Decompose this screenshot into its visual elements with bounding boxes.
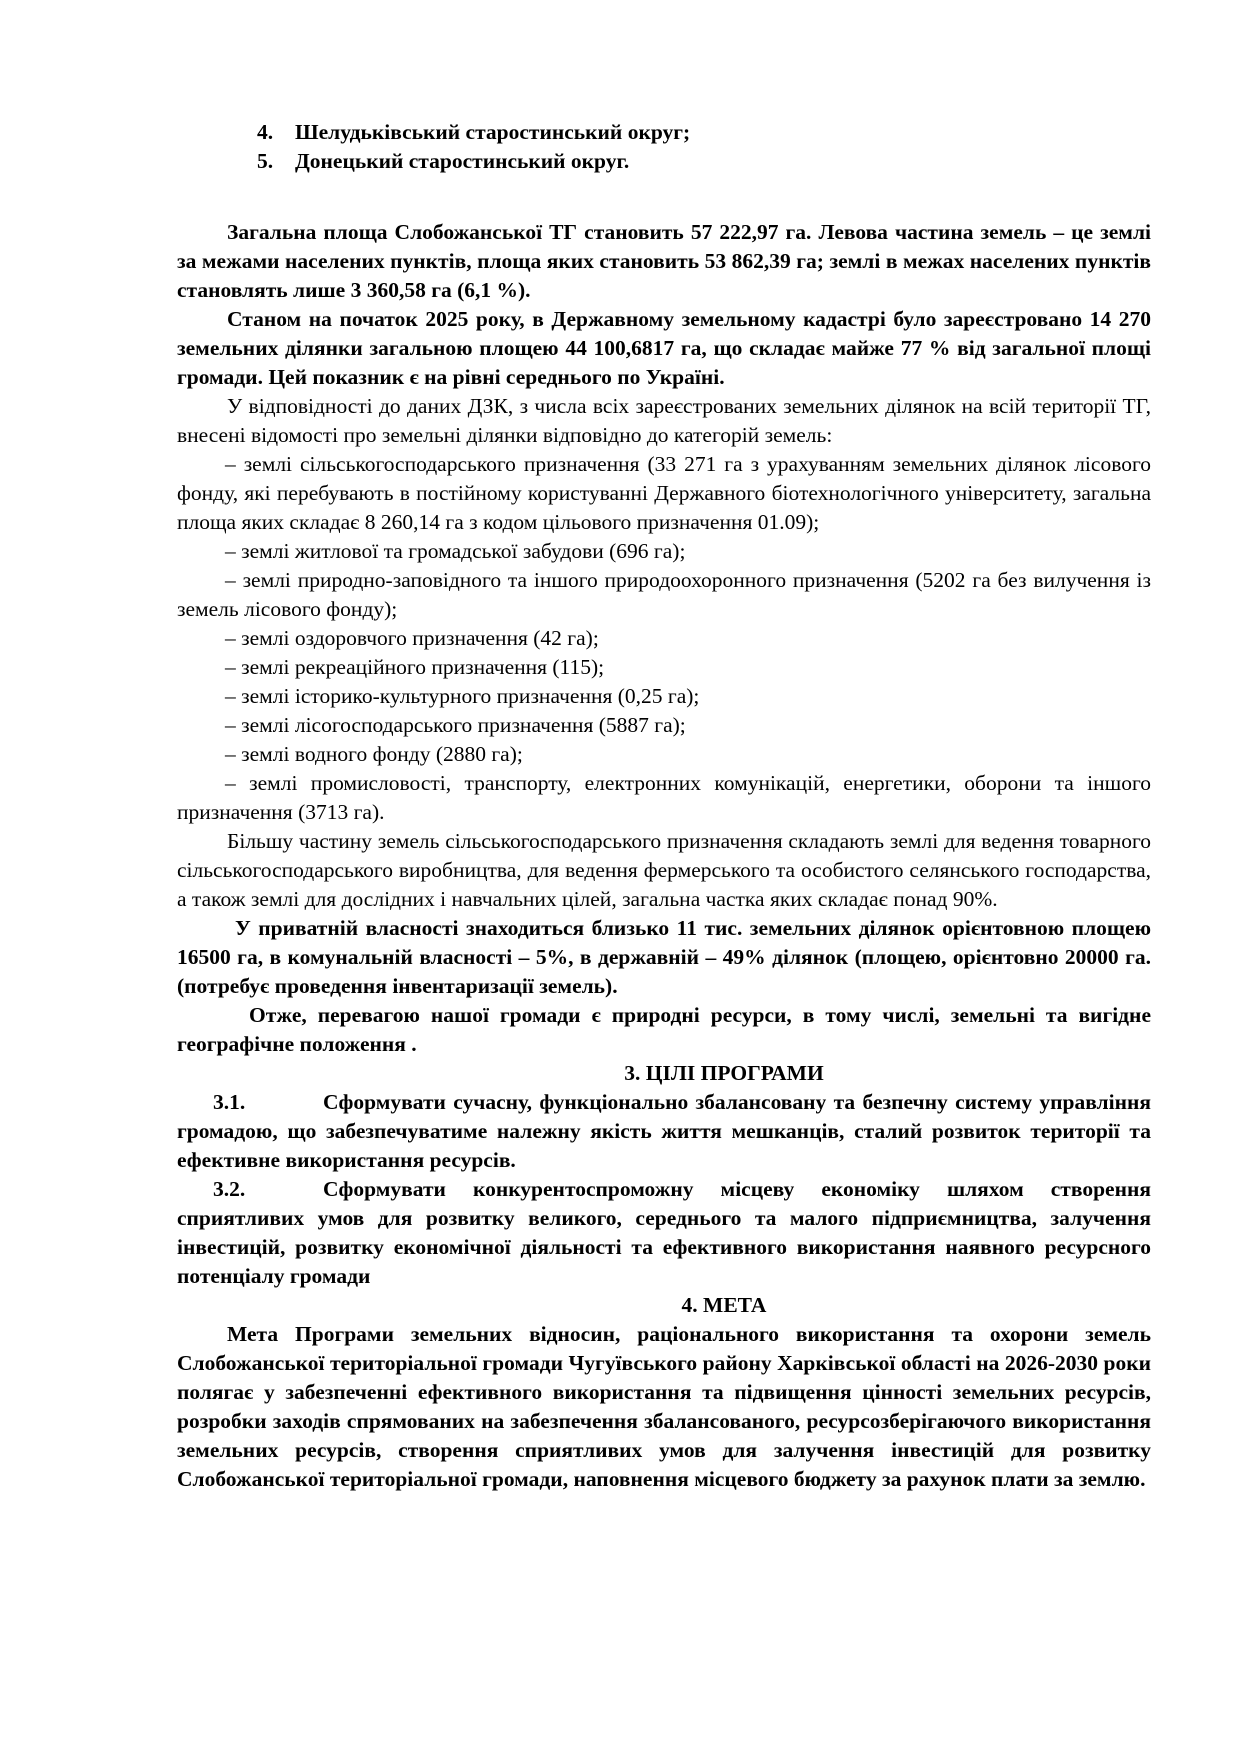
list-number: 4.: [257, 120, 274, 144]
list-item: – землі промисловості, транспорту, електронних комунікацій, енергетики, оборони та іншого призначення (3713 га).: [177, 771, 1151, 824]
document-page: [177, 118, 1151, 1494]
section-heading-goals: 3. ЦІЛІ ПРОГРАМИ: [624, 1061, 824, 1085]
district-list: [177, 118, 1151, 176]
list-item: [177, 118, 1151, 147]
paragraph-dzk-intro: У відповідності до даних ДЗК, з числа всіх зареєстрованих земельних ділянок на всій території ТГ, внесені відомості про земельні ділянки відповідно до категорій земель:: [177, 394, 1151, 447]
list-item: – землі водного фонду (2880 га);: [225, 742, 523, 766]
goal-text: Сформувати конкурентоспроможну місцеву економіку шляхом створення сприятливих умов для розвитку великого, середнього та малого підприємництва, залучення інвестицій, розвитку економічної діяльності та ефективного використання наявного ресурсного потенціалу громади: [177, 1177, 1151, 1288]
goal-text: Сформувати сучасну, функціонально збалансовану та безпечну систему управління громадою, що забезпечуватиме належну якість життя мешканців, сталий розвиток території та ефективне використання ресурсів.: [177, 1090, 1151, 1172]
paragraph-cadastre: Станом на початок 2025 року, в Державному земельному кадастрі було зареєстровано 14 270 земельних ділянки загальною площею 44 100,6817 га, що складає майже 77 % від загальної площі громади. Цей показник є на рівні середнього по Україні.: [177, 307, 1151, 389]
goal-number: 3.1.: [213, 1090, 246, 1114]
list-item: – землі сільськогосподарського призначення (33 271 га з урахуванням земельних ділянок лісового фонду, які перебувають в постійному користуванні Державного біотехнологічного університету, загальна площа яких складає 8 260,14 га з кодом цільового призначення 01.09);: [177, 452, 1151, 534]
list-item: – землі оздоровчого призначення (42 га);: [225, 626, 599, 650]
paragraph-total-area: Загальна площа Слобожанської ТГ становить 57 222,97 га. Левова частина земель – це землі за межами населених пунктів, площа яких становить 53 862,39 га; землі в межах населених пунктів становлять лише 3 360,58 га (6,1 %).: [177, 220, 1151, 302]
list-item: [177, 147, 1151, 176]
list-item: – землі природно-заповідного та іншого природоохоронного призначення (5202 га без вилучення із земель лісового фонду);: [177, 568, 1151, 621]
paragraph-ownership: У приватній власності знаходиться близько 11 тис. земельних ділянок орієнтовною площею 16500 га, в комунальній власності – 5%, в державній – 49% ділянок (площею, орієнтовно 20000 га. (потребує проведення інвентаризації земель).: [177, 916, 1151, 998]
spacer: [177, 176, 1151, 218]
list-number: 5.: [257, 149, 274, 173]
paragraph-purpose: Мета Програми земельних відносин, раціонального використання та охорони земель Слобожанської територіальної громади Чугуївського району Харківської області на 2026-2030 роки полягає у забезпеченні ефективного використання та підвищення цінності земельних ресурсів, розробки заходів спрямованих на забезпечення збалансованого, ресурсозберігаючого використання земельних ресурсів, створення сприятливих умов для залучення інвестицій для розвитку Слобожанської територіальної громади, наповнення місцевого бюджету за рахунок плати за землю.: [177, 1322, 1151, 1491]
list-item: – землі рекреаційного призначення (115);: [225, 655, 605, 679]
goal-number: 3.2.: [213, 1177, 246, 1201]
list-item: – землі лісогосподарського призначення (5887 га);: [225, 713, 686, 737]
list-item: – землі житлової та громадської забудови (696 га);: [225, 539, 686, 563]
section-heading-purpose: 4. МЕТА: [681, 1293, 767, 1317]
goal-item: [177, 1088, 1151, 1175]
list-item: – землі історико-культурного призначення (0,25 га);: [225, 684, 700, 708]
list-text: Шелудьківський старостинський округ;: [295, 120, 691, 144]
paragraph-advantage: Отже, перевагою нашої громади є природні ресурси, в тому числі, земельні та вигідне географічне положення .: [177, 1003, 1151, 1056]
list-text: Донецький старостинський округ.: [295, 149, 630, 173]
goal-item: [177, 1175, 1151, 1291]
land-category-list: [177, 450, 1151, 827]
paragraph-agri-majority: Більшу частину земель сільськогосподарського призначення складають землі для ведення товарного сільськогосподарського виробництва, для ведення фермерського та особистого селянського господарства, а також землі для дослідних і навчальних цілей, загальна частка яких складає понад 90%.: [177, 829, 1151, 911]
